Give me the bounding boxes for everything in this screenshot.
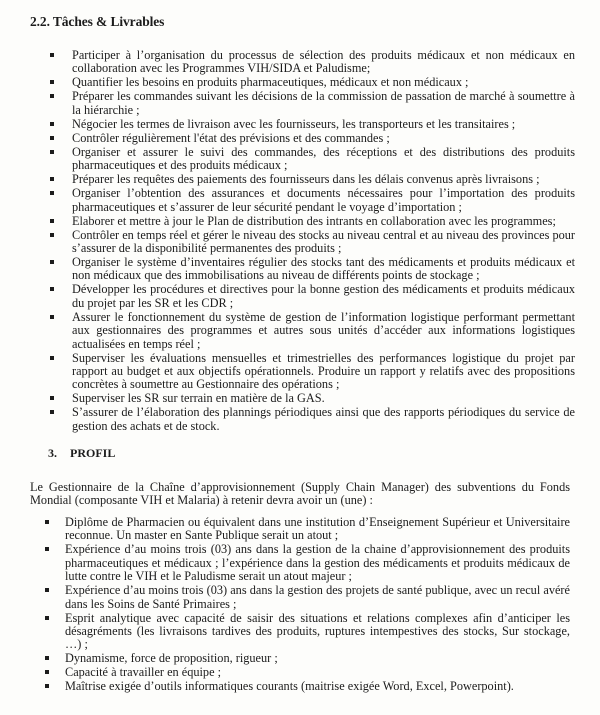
- list-item: [50, 256, 575, 283]
- bullet-icon: [50, 80, 54, 84]
- bullet-icon: [50, 177, 54, 181]
- bullet-icon: [45, 656, 49, 660]
- bullet-icon: [50, 396, 54, 400]
- list-item-text: Organiser l’obtention des assurances et documents nécessaires pour l’importation des produits pharmaceutiques et s’assurer de leur sécurité pendant le voyage d’importation ;: [72, 186, 575, 214]
- bullet-icon: [50, 219, 54, 223]
- bullet-icon: [50, 260, 54, 264]
- bullet-icon: [50, 233, 54, 237]
- bullet-icon: [50, 410, 54, 414]
- bullet-icon: [45, 547, 49, 551]
- section-heading-profil: [48, 446, 115, 461]
- list-item: [50, 392, 575, 405]
- list-item-text: Quantifier les besoins en produits pharmaceutiques, médicaux et non médicaux ;: [72, 75, 469, 90]
- bullet-icon: [50, 315, 54, 319]
- list-item: [50, 406, 575, 433]
- list-item: [50, 283, 575, 310]
- list-item: [50, 229, 575, 256]
- list-item: [50, 49, 575, 76]
- bullet-icon: [50, 136, 54, 140]
- list-item-text: Contrôler en temps réel et gérer le niveau des stocks au niveau central et au niveau des provinces pour s’assurer de la disponibilité permanentes des produits ;: [72, 227, 575, 256]
- list-item-text: Elaborer et mettre à jour le Plan de distribution des intrants en collaboration avec les programmes;: [72, 213, 556, 228]
- list-item: [50, 187, 575, 214]
- list-item: [50, 76, 575, 89]
- list-item-text: Diplôme de Pharmacien ou équivalent dans une institution d’Enseignement Supérieur et Universitaire reconnue. Un master en Sante Publique serait un atout ;: [65, 515, 570, 543]
- bullet-icon: [50, 150, 54, 154]
- bullet-icon: [45, 670, 49, 674]
- bullet-icon: [50, 94, 54, 98]
- bullet-icon: [45, 616, 49, 620]
- list-item-text: Capacité à travailler en équipe ;: [65, 665, 222, 680]
- list-item: [50, 311, 575, 351]
- list-item-text: Négocier les termes de livraison avec les fournisseurs, les transporteurs et les transitaires ;: [72, 116, 516, 131]
- list-item: [50, 146, 575, 173]
- bullet-icon: [50, 122, 54, 126]
- bullet-icon: [50, 191, 54, 195]
- list-item-text: Organiser le système d’inventaires régulier des stocks tant des médicaments et produits médicaux et non médicaux que des immobilisations au niveau de différents points de stockage ;: [72, 255, 575, 283]
- bullet-icon: [50, 356, 54, 360]
- list-item-text: Superviser les SR sur terrain en matière de la GAS.: [72, 391, 325, 406]
- list-item-text: Préparer les commandes suivant les décisions de la commission de passation de marché à soumettre à la hiérarchie ;: [72, 89, 575, 117]
- bullet-icon: [50, 287, 54, 291]
- list-item-text: Esprit analytique avec capacité de saisir des situations et relations complexes afin d’anticiper les désagréments (les livraisons tardives des produits, ruptures intempestives des stocks, Sur stockage, …) ;: [65, 610, 570, 652]
- list-item: [45, 652, 570, 665]
- bullet-icon: [45, 520, 49, 524]
- bullet-icon: [50, 53, 54, 57]
- list-item: [50, 118, 575, 131]
- list-item-text: Expérience d’au moins trois (03) ans dans la gestion de la chaine d’approvisionnement des produits pharmaceutiques et médicaux ; l’expérience dans la gestion des médicaments et produits médicaux de lutte contre le VIH et le Paludisme serait un atout majeur ;: [65, 542, 570, 584]
- section-heading-tasks: 2.2. Tâches & Livrables: [30, 14, 165, 29]
- list-item: [50, 90, 575, 117]
- list-item: [45, 612, 570, 652]
- list-item: [45, 543, 570, 583]
- list-item: [45, 680, 570, 693]
- list-item-text: S’assurer de l’élaboration des plannings périodiques ainsi que des rapports périodiques du service de gestion des achats et de stock.: [72, 405, 575, 433]
- list-item-text: Assurer le fonctionnement du système de gestion de l’information logistique performant permettant aux gestionnaires des programmes et autres sous unités d’accéder aux informations logistiques actualisées en temps réel ;: [72, 309, 575, 351]
- list-item-text: Participer à l’organisation du processus de sélection des produits médicaux et non médicaux en collaboration avec les Programmes VIH/SIDA et Paludisme;: [72, 48, 575, 76]
- profil-list: [45, 516, 570, 694]
- list-item: [50, 132, 575, 145]
- bullet-icon: [45, 684, 49, 688]
- list-item-text: Développer les procédures et directives pour la bonne gestion des médicaments et produits médicaux du projet par les SR et les CDR ;: [72, 282, 575, 310]
- list-item-text: Organiser et assurer le suivi des commandes, des réceptions et des distributions des produits pharmaceutiques et des produits médicaux ;: [72, 144, 575, 173]
- list-item: [50, 215, 575, 228]
- list-item: [50, 352, 575, 392]
- list-item: [45, 516, 570, 543]
- list-item-text: Maîtrise exigée d’outils informatiques courants (maitrise exigée Word, Excel, Powerpoint).: [65, 679, 514, 694]
- list-item: [50, 173, 575, 186]
- list-item-text: Superviser les évaluations mensuelles et trimestrielles des performances logistique du projet par rapport au budget et aux objectifs opérationnels. Produire un rapport y relatifs avec des propositions concrètes à soumettre au Gestionnaire des opérations ;: [72, 350, 575, 392]
- list-item: [45, 584, 570, 611]
- profil-intro-paragraph: Le Gestionnaire de la Chaîne d’approvisionnement (Supply Chain Manager) des subventions du Fonds Mondial (composante VIH et Malaria) à retenir devra avoir un (une) :: [30, 480, 570, 508]
- bullet-icon: [45, 588, 49, 592]
- list-item-text: Préparer les requêtes des paiements des fournisseurs dans les délais convenus après livraisons ;: [72, 172, 540, 187]
- section-number: 3.: [48, 446, 57, 460]
- section-title: PROFIL: [70, 446, 116, 460]
- list-item-text: Dynamisme, force de proposition, rigueur ;: [65, 651, 278, 666]
- list-item: [45, 666, 570, 679]
- tasks-list: [50, 49, 575, 434]
- list-item-text: Expérience d’au moins trois (03) ans dans la gestion des projets de santé publique, avec un recul avéré dans les Soins de Santé Primaires ;: [65, 583, 570, 611]
- list-item-text: Contrôler régulièrement l'état des prévisions et des commandes ;: [72, 130, 390, 145]
